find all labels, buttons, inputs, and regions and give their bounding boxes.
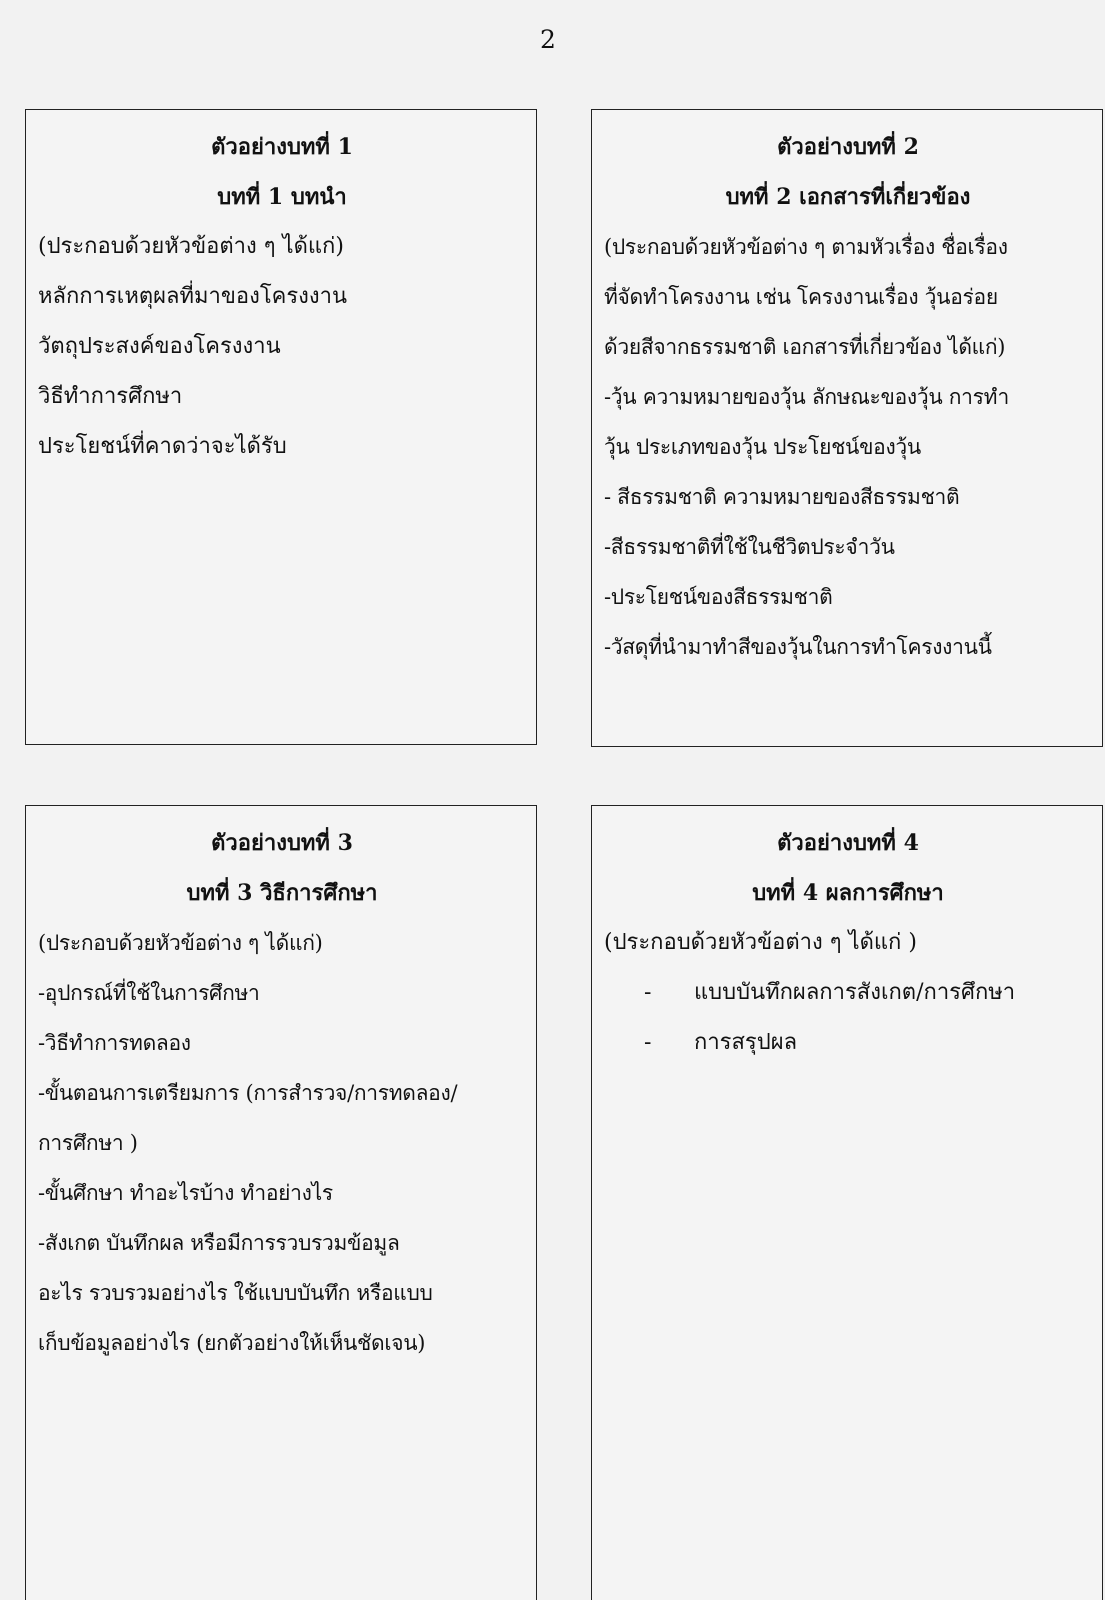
box-line: -อุปกรณ์ที่ใช้ในการศึกษา [38, 981, 260, 1005]
box-line: วิธีทำการศึกษา [38, 384, 183, 409]
chapter-4-box [591, 805, 1103, 1600]
box-line: ด้วยสีจากธรรมชาติ เอกสารที่เกี่ยวข้อง ได้แก่) [604, 335, 1006, 359]
box-line: - สีธรรมชาติ ความหมายของสีธรรมชาติ [604, 485, 960, 509]
chapter-2-box [591, 109, 1103, 747]
box-line: วุ้น ประเภทของวุ้น ประโยชน์ของวุ้น [604, 435, 921, 459]
box-line: -ขั้นศึกษา ทำอะไรบ้าง ทำอย่างไร [38, 1181, 333, 1205]
box-line: เก็บข้อมูลอย่างไร (ยกตัวอย่างให้เห็นชัดเจน) [38, 1331, 426, 1355]
list-item [604, 968, 1092, 1018]
chapter-1-box [25, 109, 537, 745]
box-line: -วัสดุที่นำมาทำสีของวุ้นในการทำโครงงานนี้ [604, 635, 992, 659]
box-line: อะไร รวบรวมอย่างไร ใช้แบบบันทึก หรือแบบ [38, 1281, 433, 1305]
box-subtitle: บทที่ 1 บทนำ [217, 184, 347, 210]
box-subtitle: บทที่ 3 วิธีการศึกษา [186, 880, 378, 906]
list-bullet: - [644, 1030, 652, 1055]
box-line: การศึกษา ) [38, 1131, 138, 1155]
list-item-text: การสรุปผล [694, 1030, 798, 1055]
box-line: -วุ้น ความหมายของวุ้น ลักษณะของวุ้น การทำ [604, 385, 1009, 409]
box-line: ประโยชน์ที่คาดว่าจะได้รับ [38, 434, 287, 459]
box-line: วัตถุประสงค์ของโครงงาน [38, 334, 281, 359]
box-line: -ขั้นตอนการเตรียมการ (การสำรวจ/การทดลอง/ [38, 1081, 458, 1105]
box-line: (ประกอบด้วยหัวข้อต่าง ๆ ได้แก่) [38, 234, 344, 259]
box-line: -ประโยชน์ของสีธรรมชาติ [604, 585, 833, 609]
box-title: ตัวอย่างบทที่ 3 [211, 830, 353, 856]
chapter-3-box [25, 805, 537, 1600]
box-line: ที่จัดทำโครงงาน เช่น โครงงานเรื่อง วุ้นอร่อย [604, 285, 998, 309]
box-line: -สีธรรมชาติที่ใช้ในชีวิตประจำวัน [604, 535, 895, 559]
box-subtitle: บทที่ 4 ผลการศึกษา [752, 880, 944, 906]
box-line: (ประกอบด้วยหัวข้อต่าง ๆ ตามหัวเรื่อง ชื่อเรื่อง [604, 235, 1008, 259]
page-number: 2 [540, 25, 556, 54]
box-line: หลักการเหตุผลที่มาของโครงงาน [38, 284, 348, 309]
box-subtitle: บทที่ 2 เอกสารที่เกี่ยวข้อง [725, 184, 971, 210]
box-line: -สังเกต บันทึกผล หรือมีการรวบรวมข้อมูล [38, 1231, 400, 1255]
list-item-text: แบบบันทึกผลการสังเกต/การศึกษา [694, 980, 1016, 1005]
list-bullet: - [644, 980, 652, 1005]
box-line: -วิธีทำการทดลอง [38, 1031, 191, 1055]
box-title: ตัวอย่างบทที่ 2 [777, 134, 919, 160]
box-line: (ประกอบด้วยหัวข้อต่าง ๆ ได้แก่ ) [604, 930, 917, 955]
box-title: ตัวอย่างบทที่ 4 [777, 830, 919, 856]
box-line: (ประกอบด้วยหัวข้อต่าง ๆ ได้แก่) [38, 931, 323, 955]
box-title: ตัวอย่างบทที่ 1 [211, 134, 353, 160]
list-item [604, 1018, 1092, 1068]
